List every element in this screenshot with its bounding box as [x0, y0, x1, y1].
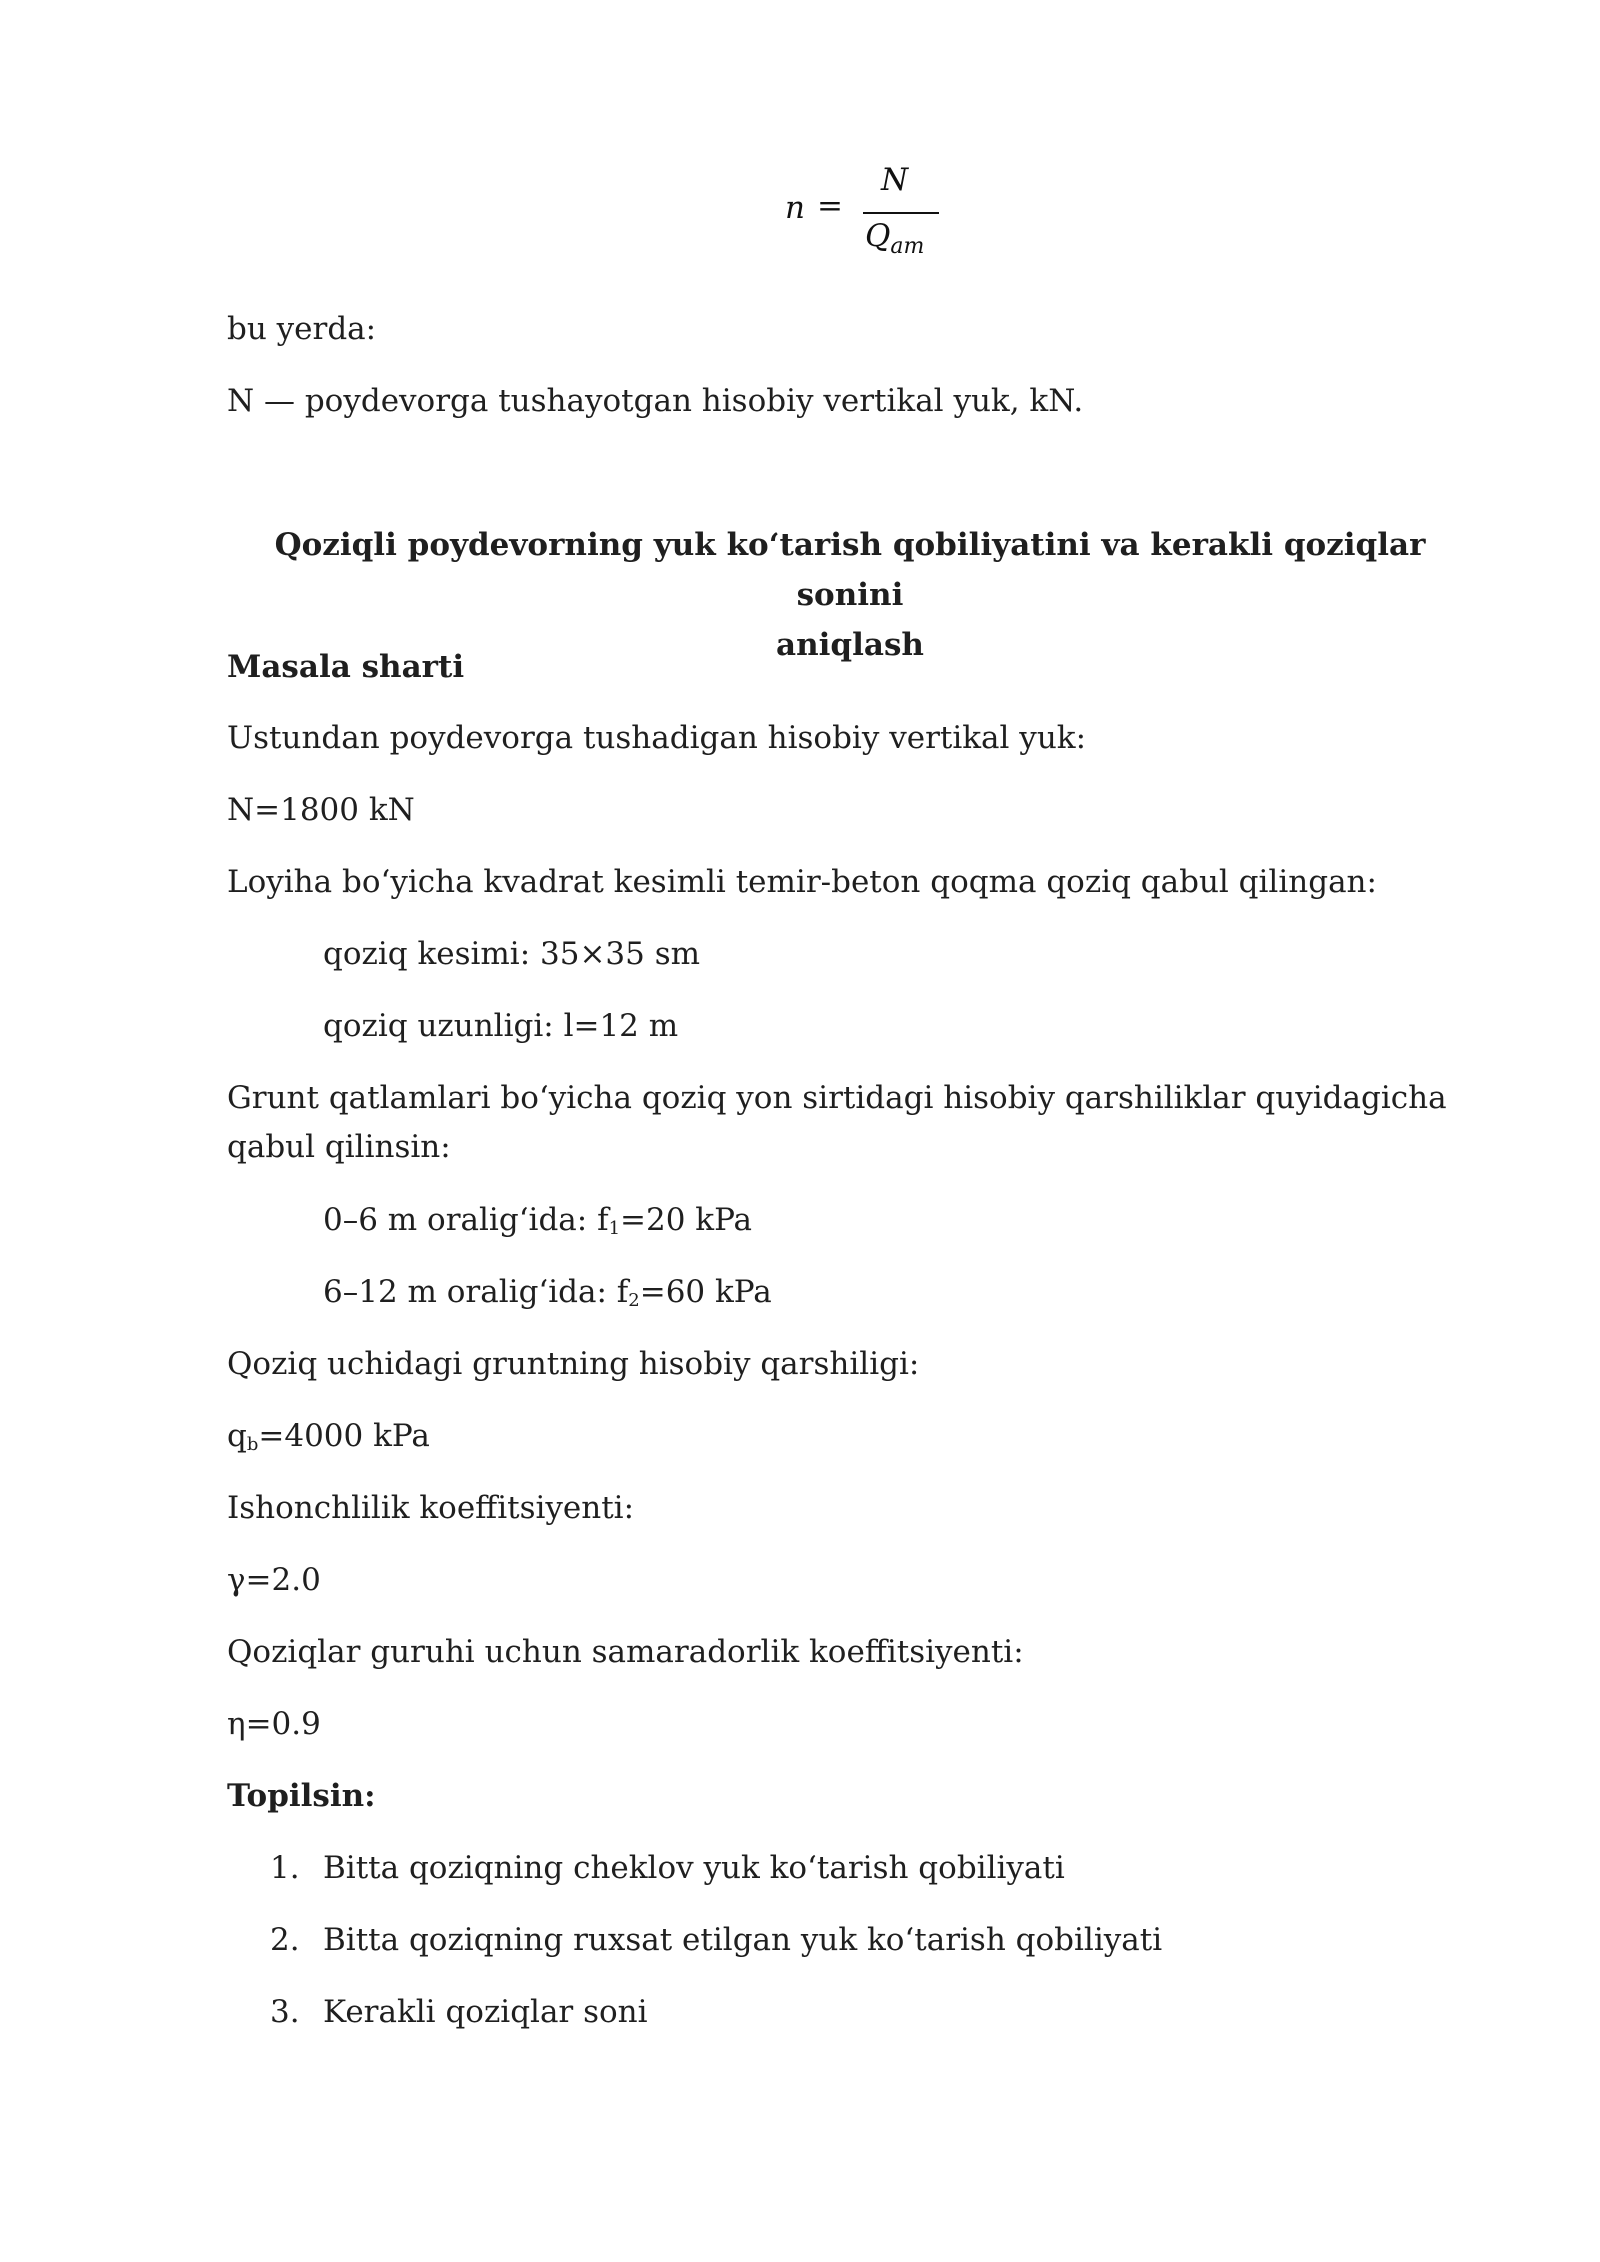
efficiency-value: η=0.9: [227, 1706, 321, 1742]
list-item-text: Kerakli qoziqlar soni: [323, 1994, 648, 2030]
layer2-sub: 2: [628, 1290, 640, 1311]
reliability-label: Ishonchlilik koeffitsiyenti:: [227, 1490, 635, 1526]
tip-value: [227, 1411, 430, 1470]
load-value: N=1800 kN: [227, 792, 415, 828]
pile-length: qoziq uzunligi: l=12 m: [323, 1008, 679, 1044]
formula-lhs: n: [785, 190, 805, 226]
list-item: [270, 1987, 648, 2037]
section-heading-line1: Qoziqli poydevorning yuk ko‘tarish qobiliyatini va kerakli qoziqlar sonini: [274, 527, 1426, 613]
layer2-resistance: [323, 1267, 772, 1326]
efficiency-label: Qoziqlar guruhi uchun samaradorlik koeffitsiyenti:: [227, 1634, 1024, 1670]
list-item: [270, 1843, 1065, 1893]
pile-label: Loyiha bo‘yicha kvadrat kesimli temir-beton qoqma qoziq qabul qilingan:: [227, 864, 1377, 900]
layer2-prefix: 6–12 m oralig‘ida: f: [323, 1274, 629, 1310]
list-item-number: 2.: [270, 1922, 300, 1958]
reliability-value: γ=2.0: [227, 1562, 321, 1598]
layer1-sub: 1: [608, 1218, 621, 1239]
tip-sub: b: [246, 1434, 259, 1455]
formula-denominator-base: Q: [865, 218, 891, 254]
soil-label-line1: Grunt qatlamlari bo‘yicha qoziq yon sirtidagi hisobiy qarshiliklar quyidagicha: [227, 1080, 1447, 1116]
layer2-suffix: =60 kPa: [639, 1274, 772, 1310]
tip-label: Qoziq uchidagi gruntning hisobiy qarshiligi:: [227, 1346, 920, 1382]
list-item-number: 3.: [270, 1994, 300, 2030]
layer1-prefix: 0–6 m oralig‘ida: f: [323, 1202, 609, 1238]
list-item-number: 1.: [270, 1850, 300, 1886]
layer1-resistance: [323, 1195, 752, 1254]
pile-section: qoziq kesimi: 35×35 sm: [323, 936, 701, 972]
fraction-bar: [863, 212, 939, 214]
formula-denominator: [865, 218, 924, 259]
bu-yerda-text: bu yerda:: [227, 311, 377, 347]
section-heading-line2: aniqlash: [776, 627, 924, 663]
formula-equals: =: [817, 188, 843, 224]
tip-suffix: =4000 kPa: [258, 1418, 430, 1454]
list-item-text: Bitta qoziqning cheklov yuk ko‘tarish qobiliyati: [323, 1850, 1065, 1886]
list-item-text: Bitta qoziqning ruxsat etilgan yuk ko‘tarish qobiliyati: [323, 1922, 1163, 1958]
layer1-suffix: =20 kPa: [620, 1202, 753, 1238]
n-definition-text: N — poydevorga tushayotgan hisobiy vertikal yuk, kN.: [227, 383, 1084, 419]
formula-pile-count: [785, 162, 945, 267]
formula-denominator-sub: am: [890, 234, 925, 259]
soil-label-line2: qabul qilinsin:: [227, 1129, 451, 1165]
load-label: Ustundan poydevorga tushadigan hisobiy vertikal yuk:: [227, 720, 1087, 756]
formula-numerator: N: [881, 162, 909, 198]
list-item: [270, 1915, 1162, 1965]
topilsin-heading: Topilsin:: [227, 1778, 376, 1814]
masala-sharti-heading: Masala sharti: [227, 649, 465, 685]
tip-prefix: q: [227, 1418, 247, 1454]
